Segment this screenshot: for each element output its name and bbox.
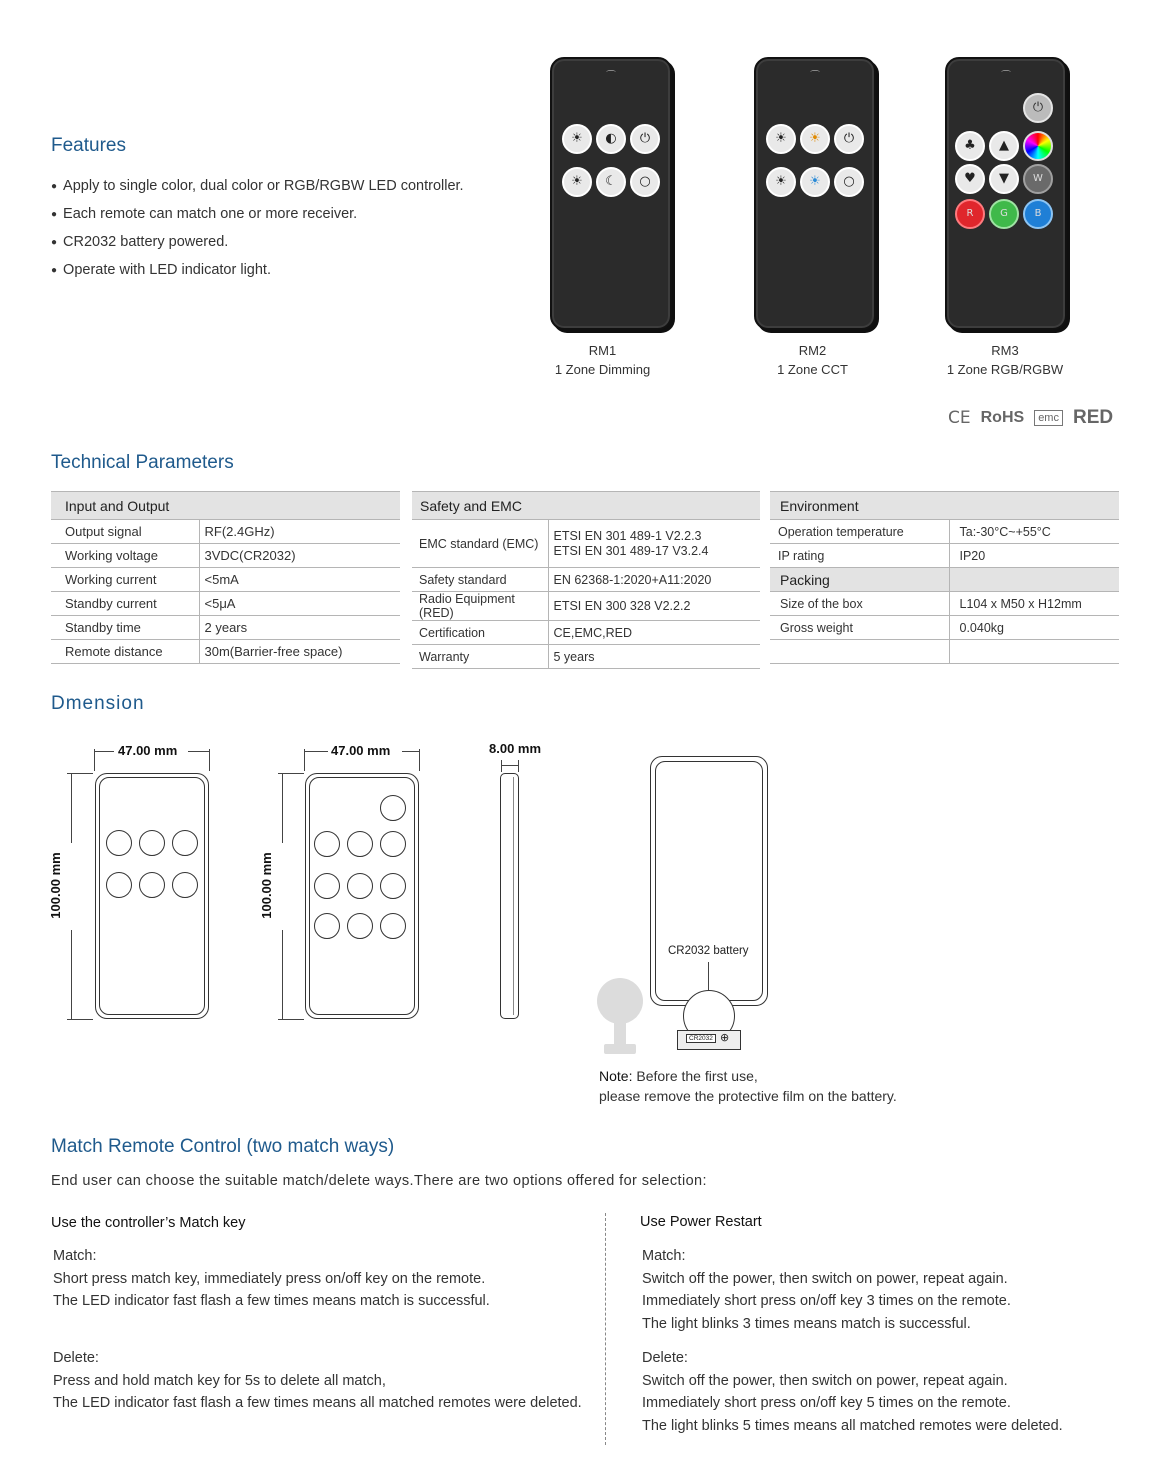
instruction-line: Switch off the power, then switch on power, repeat again. (642, 1270, 1008, 1287)
cell: CE,EMC,RED (548, 621, 760, 645)
height-label: 100.00 mm (47, 852, 63, 919)
depth-label: 8.00 mm (489, 741, 542, 756)
rohs-logo: RoHS (980, 409, 1025, 426)
cell: RF(2.4GHz) (199, 520, 400, 544)
blue-button: B (1023, 199, 1053, 229)
match-label: Match: (642, 1248, 686, 1264)
table-row (51, 544, 400, 568)
brightness-up-icon: ☀ (766, 124, 796, 154)
instruction-line: Immediately short press on/off key 3 times on the remote. (642, 1293, 1011, 1309)
cell: 2 years (199, 616, 400, 640)
right-heading: Use Power Restart (640, 1214, 762, 1230)
table-row (51, 640, 400, 664)
instruction-line: The light blinks 5 times means all matched remotes were deleted. (642, 1417, 1063, 1434)
cell: <5μA (199, 592, 400, 616)
remote-model: RM3 (991, 343, 1019, 358)
night-icon: ☾ (596, 167, 626, 197)
cell: Remote distance (51, 640, 199, 664)
cell: 5 years (548, 645, 760, 669)
remote-caption-rm1 (530, 341, 675, 379)
table-row (412, 520, 760, 568)
cell: Working current (51, 568, 199, 592)
instruction-line: The LED indicator fast flash a few times means all matched remotes were deleted. (53, 1395, 582, 1411)
match-label: Match: (53, 1248, 97, 1264)
table-row (770, 640, 1119, 664)
cell: Working voltage (51, 544, 199, 568)
features-list (51, 172, 464, 284)
cell: 0.040kg (949, 616, 1119, 640)
cell: Output signal (51, 520, 199, 544)
table-header: Safety and EMC (412, 492, 760, 520)
wifi-icon: ⌒ (606, 71, 616, 82)
table-row (51, 592, 400, 616)
brightness-up-icon: ☀ (562, 124, 592, 154)
width-label: 47.00 mm (331, 743, 391, 758)
cell (548, 520, 760, 568)
cell (949, 568, 1119, 592)
table-row (770, 544, 1119, 568)
left-heading: Use the controller’s Match key (51, 1215, 246, 1231)
remote-rm1-image (550, 57, 672, 330)
column-divider (605, 1213, 606, 1445)
table-row (412, 568, 760, 592)
red-logo: RED (1072, 407, 1114, 428)
cell: Gross weight (770, 616, 949, 640)
delete-label: Delete: (53, 1350, 99, 1366)
packing-header: Packing (770, 568, 949, 592)
remote-caption-rm2 (740, 341, 885, 379)
remote-desc: 1 Zone CCT (777, 362, 848, 377)
table-row (770, 568, 1119, 592)
remote-model: RM2 (798, 343, 827, 358)
safety-table (412, 491, 760, 669)
cell: Warranty (412, 645, 548, 669)
power-icon: ⏻ (1023, 93, 1053, 123)
arrow-up-icon: ▲ (989, 131, 1019, 161)
table-header: Input and Output (51, 492, 400, 520)
instruction-line: Press and hold match key for 5s to delete all match, (53, 1372, 386, 1389)
cell: ETSI EN 300 328 V2.2.2 (548, 592, 760, 621)
cell: Operation temperature (770, 520, 949, 544)
list-item: ● Apply to single color, dual color or RGB/RGBW LED controller. (51, 172, 464, 200)
cell: IP rating (770, 544, 949, 568)
table-row (412, 621, 760, 645)
tech-params-title: Technical Parameters (51, 452, 234, 473)
brightness-down-icon: ☀ (562, 167, 592, 197)
percent-icon: ○ (630, 167, 660, 197)
width-label: 47.00 mm (118, 743, 178, 758)
remote-rm3-image (945, 57, 1067, 330)
cell: Certification (412, 621, 548, 645)
color-wheel-icon (1023, 131, 1053, 161)
remote-model: RM1 (588, 343, 617, 358)
features-title: Features (51, 135, 126, 156)
table-row (770, 592, 1119, 616)
left-match-block (53, 1245, 490, 1313)
battery-note (599, 1066, 897, 1106)
note-label: Note: (599, 1068, 633, 1084)
cell: 30m(Barrier-free space) (199, 640, 400, 664)
instruction-line: Short press match key, immediately press on/off key on the remote. (53, 1270, 486, 1287)
table-row (51, 568, 400, 592)
green-button: G (989, 199, 1019, 229)
plus-icon: ⊕ (720, 1032, 730, 1044)
table-row (770, 616, 1119, 640)
cell: 3VDC(CR2032) (199, 544, 400, 568)
match-intro: End user can choose the suitable match/delete ways.There are two options offered for selection: (51, 1173, 707, 1189)
battery-label: CR2032 battery (668, 945, 749, 957)
list-item: ● Each remote can match one or more receiver. (51, 200, 464, 228)
arrow-down-icon: ▼ (989, 164, 1019, 194)
remote-desc: 1 Zone Dimming (554, 362, 651, 377)
warm-icon: ☀ (800, 124, 830, 154)
cell: EMC standard (EMC) (412, 520, 548, 568)
environment-table (770, 491, 1119, 664)
cell: Standby time (51, 616, 199, 640)
cert-logos (948, 407, 1113, 429)
cell: Safety standard (412, 568, 548, 592)
instruction-line: The LED indicator fast flash a few times means match is successful. (53, 1293, 490, 1309)
battery-small-label: CR2032 (686, 1034, 716, 1043)
remote-caption-rm3 (930, 341, 1080, 379)
side-outline (500, 773, 519, 1019)
mode-icon: ◐ (596, 124, 626, 154)
list-item: ● CR2032 battery powered. (51, 228, 464, 256)
cell (949, 640, 1119, 664)
table-header: Environment (770, 492, 1119, 520)
cell (770, 640, 949, 664)
right-match-block (642, 1245, 1011, 1335)
right-delete-block (642, 1347, 1063, 1437)
delete-label: Delete: (642, 1350, 688, 1366)
left-delete-block (53, 1347, 582, 1415)
cell: IP20 (949, 544, 1119, 568)
wifi-icon: ⌒ (810, 71, 820, 82)
list-item: ● Operate with LED indicator light. (51, 256, 464, 284)
power-icon: ⏻ (630, 124, 660, 154)
white-button: W (1023, 164, 1053, 194)
instruction-line: The light blinks 3 times means match is successful. (642, 1315, 971, 1332)
match-title: Match Remote Control (two match ways) (51, 1136, 395, 1157)
cell: Radio Equipment (RED) (412, 592, 548, 621)
cell: L104 x M50 x H12mm (949, 592, 1119, 616)
cell: Size of the box (770, 592, 949, 616)
power-icon: ⏻ (834, 124, 864, 154)
table-row (412, 645, 760, 669)
remote-desc: 1 Zone RGB/RGBW (946, 362, 1064, 377)
note-text: please remove the protective film on the battery. (599, 1088, 897, 1104)
remote-rm2-image (754, 57, 876, 330)
cell: EN 62368-1:2020+A11:2020 (548, 568, 760, 592)
instruction-line: Immediately short press on/off key 5 times on the remote. (642, 1395, 1011, 1411)
table-row (412, 592, 760, 621)
table-row (51, 520, 400, 544)
emc-value: ETSI EN 301 489-17 V3.2.4 (553, 543, 709, 558)
cell: Ta:-30°C~+55°C (949, 520, 1119, 544)
ce-logo: CE (948, 408, 971, 428)
instruction-line: Switch off the power, then switch on power, repeat again. (642, 1372, 1008, 1389)
table-row (770, 520, 1119, 544)
io-table (51, 491, 400, 664)
table-row (51, 616, 400, 640)
dimension-title: Dmension (51, 693, 145, 714)
cell: <5mA (199, 568, 400, 592)
brightness-down-icon: ☀ (766, 167, 796, 197)
wifi-icon: ⌒ (1001, 71, 1011, 82)
mode-icon: ♣ (955, 131, 985, 161)
emc-logo: emc (1034, 410, 1063, 426)
cell: Standby current (51, 592, 199, 616)
percent-icon: ○ (834, 167, 864, 197)
scene-icon: ♥ (955, 164, 985, 194)
note-text: Before the first use, (636, 1068, 758, 1084)
red-button: R (955, 199, 985, 229)
cool-icon: ☀ (800, 167, 830, 197)
height-label: 100.00 mm (258, 852, 274, 919)
emc-value: ETSI EN 301 489-1 V2.2.3 (553, 528, 702, 543)
